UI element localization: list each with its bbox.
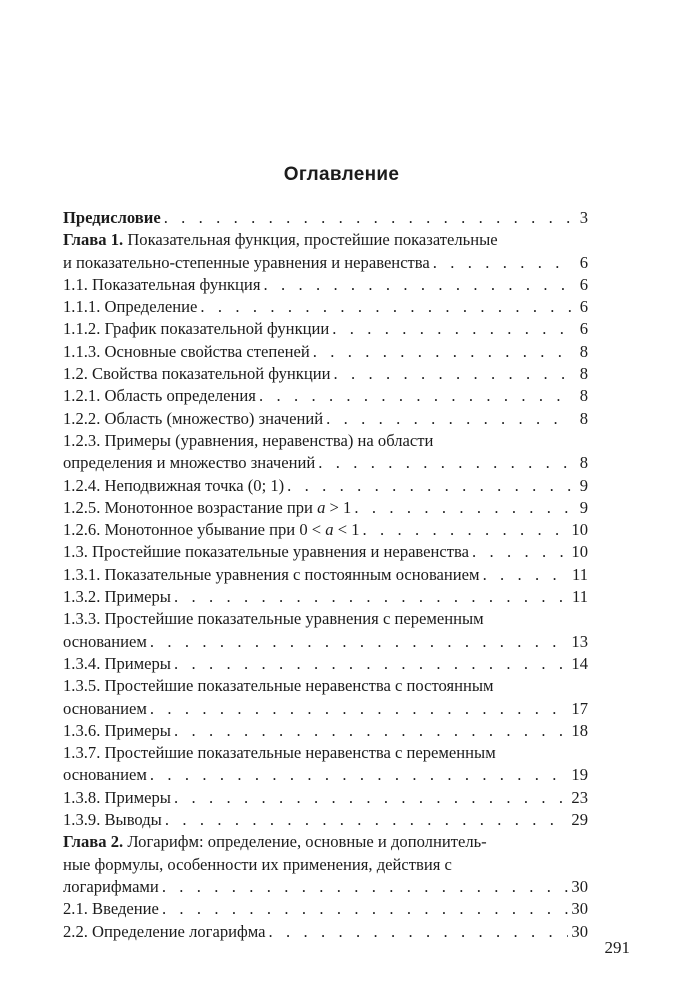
toc-entry: [63, 831, 588, 898]
toc-entry: [63, 809, 588, 831]
toc-entry-page: 30: [571, 899, 588, 919]
dot-leader: [326, 408, 571, 430]
toc-entry: [63, 653, 588, 675]
toc-entry-title: и показательно-степенные уравнения и неравенства: [63, 252, 430, 272]
dot-leader: [150, 698, 569, 720]
dot-leader: [200, 296, 571, 318]
dot-leader: [363, 519, 569, 541]
toc-entry-text-line: 1.3.5. Простейшие показательные неравенства с постоянным: [63, 676, 494, 696]
dot-leader: [354, 497, 571, 519]
toc-entry: [63, 274, 588, 296]
toc-entry-page: 6: [579, 274, 588, 294]
toc-entry-text-line: Глава 2. Логарифм: определение, основные и дополнитель-: [63, 832, 487, 852]
toc-entry-page: 29: [571, 810, 588, 830]
dot-leader: [287, 475, 571, 497]
toc-entry-page: 19: [571, 765, 588, 785]
toc-entry-page: 11: [572, 564, 588, 584]
toc-entry-page: 11: [572, 587, 588, 607]
toc-entry-title: 2.1. Введение: [63, 899, 159, 919]
toc-entry-title: 1.3.4. Примеры: [63, 653, 171, 673]
toc-entry-page: 18: [571, 720, 588, 740]
toc-entry-title: основанием: [63, 631, 147, 651]
toc-entry: [63, 921, 588, 943]
chapter-label: Глава 1.: [63, 230, 124, 250]
toc-entry-text-line: 1.3.7. Простейшие показательные неравенства с переменным: [63, 743, 496, 763]
toc-entry: [63, 586, 588, 608]
toc-entry-text-line: 1.2.3. Примеры (уравнения, неравенства) на области: [63, 430, 434, 450]
toc-entry: [63, 207, 588, 229]
dot-leader: [174, 787, 568, 809]
toc-entry: [63, 318, 588, 340]
toc-entry-page: 17: [571, 698, 588, 718]
toc-entry-title: 1.3.1. Показательные уравнения с постоянным основанием: [63, 564, 480, 584]
toc-entry-title: 1.2.4. Неподвижная точка (0; 1): [63, 475, 285, 495]
toc-entry-page: 6: [579, 297, 588, 317]
toc-entry-page: 30: [571, 921, 588, 941]
toc-entry-page: 23: [571, 787, 588, 807]
toc-entry-page: 8: [579, 341, 588, 361]
toc-entry: [63, 519, 588, 541]
toc-entry: [63, 341, 588, 363]
toc-entry: [63, 742, 588, 787]
toc-entry-title: 1.2.1. Область определения: [63, 386, 256, 406]
toc-entry: [63, 497, 588, 519]
toc-entry: [63, 296, 588, 318]
toc-entry-title: 1.2.5. Монотонное возрастание при a > 1: [63, 497, 352, 517]
toc-entry: [63, 385, 588, 407]
dot-leader: [150, 631, 569, 653]
toc-entry-title: 1.1.1. Определение: [63, 297, 198, 317]
dot-leader: [263, 274, 571, 296]
toc-entry-page: 6: [579, 252, 588, 272]
toc-entry-title: 1.2.6. Монотонное убывание при 0 < a < 1: [63, 520, 360, 540]
toc-entry-title: основанием: [63, 698, 147, 718]
toc-entry-text-line: 1.3.3. Простейшие показательные уравнения с переменным: [63, 609, 484, 629]
toc-entry-page: 14: [571, 653, 588, 673]
toc-entry-page: 8: [579, 364, 588, 384]
toc-entry-title: 1.1.2. График показательной функции: [63, 319, 330, 339]
toc-entry-page: 9: [579, 497, 588, 517]
dot-leader: [318, 452, 571, 474]
toc-entry-title: 1.3.9. Выводы: [63, 810, 162, 830]
dot-leader: [174, 720, 568, 742]
dot-leader: [269, 921, 569, 943]
toc-entry-text-line: ные формулы, особенности их применения, действия с: [63, 854, 452, 874]
toc-entry-title: 1.1. Показательная функция: [63, 274, 261, 294]
toc-entry-title: логарифмами: [63, 876, 159, 896]
toc-entry-title: 1.3.8. Примеры: [63, 787, 171, 807]
page-number: 291: [604, 938, 630, 957]
dot-leader: [174, 653, 568, 675]
toc-entry-page: 13: [571, 631, 588, 651]
toc-entry-page: 6: [579, 319, 588, 339]
table-of-contents: [63, 207, 588, 943]
toc-entry-title: 1.3.2. Примеры: [63, 587, 171, 607]
toc-entry-title: 1.2. Свойства показательной функции: [63, 364, 331, 384]
chapter-label: Предисловие: [63, 208, 161, 227]
toc-entry: [63, 564, 588, 586]
toc-entry: [63, 408, 588, 430]
toc-entry-page: 30: [571, 876, 588, 896]
toc-entry: [63, 363, 588, 385]
toc-entry: [63, 787, 588, 809]
toc-entry-title: 1.2.2. Область (множество) значений: [63, 408, 324, 428]
dot-leader: [332, 318, 571, 340]
toc-entry-title: определения и множество значений: [63, 453, 316, 473]
dot-leader: [164, 207, 571, 229]
dot-leader: [259, 385, 571, 407]
toc-entry: [63, 898, 588, 920]
toc-entry: [63, 430, 588, 475]
toc-entry-page: 10: [571, 542, 588, 562]
toc-entry: [63, 608, 588, 653]
toc-entry-title: основанием: [63, 765, 147, 785]
dot-leader: [313, 341, 571, 363]
toc-entry-page: 9: [579, 475, 588, 495]
toc-entry: [63, 675, 588, 720]
toc-entry: [63, 475, 588, 497]
toc-entry-page: 8: [579, 453, 588, 473]
dot-leader: [150, 764, 569, 786]
toc-entry-page: 8: [579, 386, 588, 406]
toc-entry: [63, 720, 588, 742]
chapter-label: Глава 2.: [63, 832, 124, 852]
toc-entry-title: 1.1.3. Основные свойства степеней: [63, 341, 310, 361]
dot-leader: [162, 876, 569, 898]
toc-entry-text-line: Глава 1. Показательная функция, простейшие показательные: [63, 230, 498, 250]
toc-entry-page: 10: [571, 520, 588, 540]
dot-leader: [174, 586, 569, 608]
toc-entry-title: 1.3. Простейшие показательные уравнения и неравенства: [63, 542, 470, 562]
toc-entry-page: 3: [579, 208, 588, 227]
dot-leader: [162, 898, 568, 920]
toc-entry: [63, 541, 588, 563]
dot-leader: [433, 252, 571, 274]
dot-leader: [334, 363, 572, 385]
toc-title: Оглавление: [283, 164, 400, 185]
dot-leader: [483, 564, 569, 586]
toc-entry-title: 1.3.6. Примеры: [63, 720, 171, 740]
toc-entry-title: 2.2. Определение логарифма: [63, 921, 266, 941]
toc-entry: [63, 229, 588, 274]
toc-entry-page: 8: [579, 408, 588, 428]
dot-leader: [472, 541, 568, 563]
dot-leader: [165, 809, 569, 831]
toc-entry-title: [63, 207, 161, 229]
